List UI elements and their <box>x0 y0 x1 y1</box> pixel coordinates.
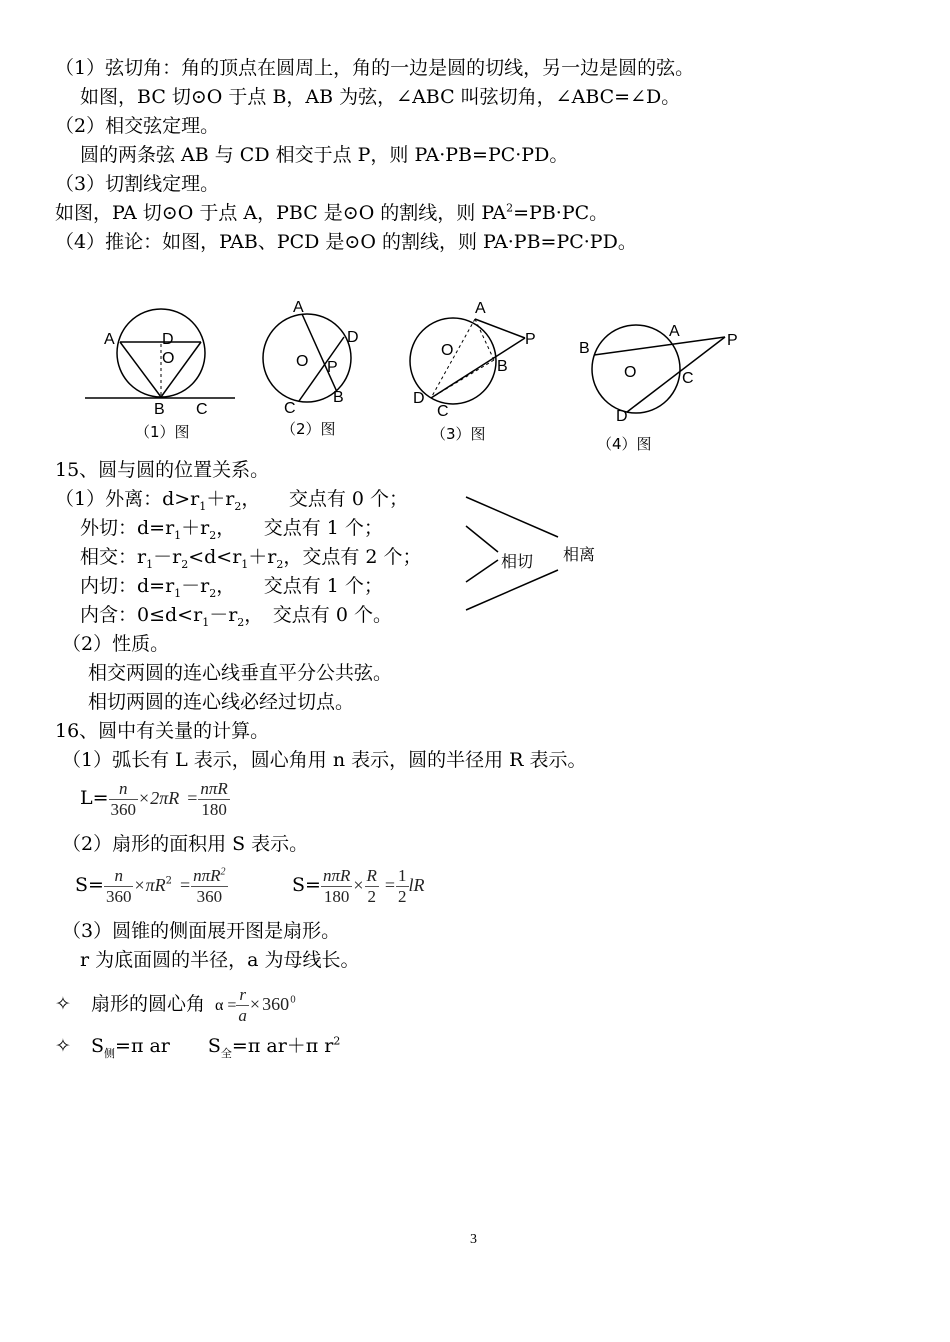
bullet-central-angle <box>55 982 296 1028</box>
fig3-caption: （3）图 <box>431 425 486 443</box>
fig1-label-a: A <box>104 331 115 348</box>
fig3-dashed-bd <box>431 360 494 398</box>
r3-label: 相交：r <box>80 546 147 568</box>
num: nπR <box>322 865 351 885</box>
bullet-cone-area <box>55 1034 340 1058</box>
den: 2 <box>367 886 376 906</box>
fig1-chord-ab <box>120 342 161 397</box>
fig3-label-b: B <box>497 358 508 375</box>
fig3-label-c: C <box>437 403 449 420</box>
bracket-inner-bottom <box>466 560 498 582</box>
fig2-label-a: A <box>293 299 304 316</box>
sup-2: 2 <box>165 875 172 887</box>
bullet-icon: ✧ <box>55 993 71 1015</box>
den: 360 <box>110 799 137 819</box>
num: r <box>236 985 249 1006</box>
frac-npiR2-360 <box>191 866 227 907</box>
sec14-p3: （3）切割线定理。 <box>55 173 220 195</box>
term-lR: lR <box>408 875 425 895</box>
num: 1 <box>398 865 407 885</box>
figure-3 <box>405 295 555 450</box>
frac-R-2 <box>365 866 379 907</box>
num-sup: 2 <box>220 865 226 877</box>
fig4-label-d: D <box>616 408 628 425</box>
sec15-prop2: 相切两圆的连心线必经过切点。 <box>88 691 355 713</box>
r3-rest: ＋r <box>248 546 277 568</box>
op-eq: = <box>187 788 198 808</box>
fig3-label-p: P <box>525 331 536 348</box>
r3-sub3: 1 <box>241 557 249 571</box>
figure-1 <box>80 300 250 450</box>
fig3-label-o: O <box>441 342 454 359</box>
den: 180 <box>201 799 227 819</box>
num: R <box>366 865 377 885</box>
r5-label: 内含：0≤d<r <box>80 604 203 626</box>
frac-r-a <box>236 985 249 1026</box>
label-tangent: 相切 <box>501 552 534 571</box>
sector-area-formula-2 <box>292 862 425 908</box>
sec15-title: 15、圆与圆的位置关系。 <box>55 459 270 481</box>
r5-rest: －r <box>209 604 238 626</box>
fig4-caption: （4）图 <box>597 435 652 453</box>
sec14-p1b: 如图，BC 切⊙O 于点 B，AB 为弦，∠ABC 叫弦切角，∠ABC=∠D。 <box>80 86 681 108</box>
fig1-label-b: B <box>154 401 165 418</box>
label-separate: 相离 <box>563 545 596 564</box>
op-times: × <box>139 788 150 808</box>
fig3-tangent-pa <box>475 319 525 338</box>
r1-tail: ， 交点有 0 个； <box>241 488 409 510</box>
fig2-label-c: C <box>284 400 296 417</box>
fig4-label-a: A <box>669 323 680 340</box>
r3-sub1: 1 <box>146 557 154 571</box>
fig2-caption: （2）图 <box>281 420 336 438</box>
sec15-row-external-separation <box>55 487 408 511</box>
r3-mid: －r <box>153 546 182 568</box>
sec15-prop-title: （2）性质。 <box>62 633 170 655</box>
r5-sub2: 2 <box>237 615 245 629</box>
frac-npiR-180-b <box>321 866 352 907</box>
frac-npiR-180 <box>198 779 229 820</box>
b2-eq1: =π ar <box>115 1035 170 1057</box>
bracket-line-bottom <box>466 570 558 610</box>
term-piR: πR <box>145 875 166 895</box>
op-times: × <box>353 875 364 895</box>
sec14-p3b-pre: 如图，PA 切⊙O 于点 A，PBC 是⊙O 的割线，则 PA <box>55 202 507 224</box>
r3-sub2: 2 <box>181 557 189 571</box>
r2-sub2: 2 <box>209 528 217 542</box>
sec15-row-contained <box>80 603 392 627</box>
figure-4 <box>575 315 755 460</box>
b2-sub2: 全 <box>220 1046 232 1060</box>
term-2piR: 2πR <box>150 788 180 808</box>
figure-2 <box>255 290 375 445</box>
op-times: × <box>249 994 261 1014</box>
op-eq: = <box>179 875 191 895</box>
num <box>191 866 227 887</box>
fig2-label-o: O <box>296 353 309 370</box>
relation-bracket-diagram <box>460 490 620 620</box>
sec14-p2b: 圆的两条弦 AB 与 CD 相交于点 P，则 PA·PB=PC·PD。 <box>80 144 569 166</box>
fig4-label-o: O <box>624 364 637 381</box>
fig1-label-c: C <box>196 401 208 418</box>
b1-alpha: α = <box>215 997 237 1014</box>
fig1-caption: （1）图 <box>135 423 190 441</box>
r3-sub4: 2 <box>276 557 284 571</box>
r4-label: 内切：d=r <box>80 575 175 597</box>
frac-n-360-b <box>104 866 134 907</box>
den: 360 <box>196 886 223 906</box>
fig1-label-d: D <box>162 331 174 348</box>
sec14-p3b-sup: 2 <box>506 201 514 215</box>
S-label-2: S= <box>292 874 321 896</box>
S-label-1: S= <box>75 874 104 896</box>
sec15-row-external-tangent <box>80 516 383 540</box>
r2-rest: ＋r <box>181 517 210 539</box>
frac-n-360 <box>109 779 139 820</box>
bullet-icon: ✧ <box>55 1035 71 1057</box>
sec16-title: 16、圆中有关量的计算。 <box>55 720 270 742</box>
den: 180 <box>323 886 350 906</box>
sec14-p4: （4）推论：如图，PAB、PCD 是⊙O 的割线，则 PA·PB=PC·PD。 <box>55 231 637 253</box>
fig1-label-o: O <box>162 350 175 367</box>
sec14-p3b <box>55 201 608 225</box>
b2-sub1: 侧 <box>104 1046 116 1060</box>
fig4-label-p: P <box>727 332 738 349</box>
r4-sub1: 1 <box>174 586 182 600</box>
r2-tail: ， 交点有 1 个； <box>216 517 383 539</box>
sec14-p2: （2）相交弦定理。 <box>55 115 220 137</box>
sec15-row-intersect <box>80 545 422 569</box>
sec15-row-internal-tangent <box>80 574 383 598</box>
num-text: nπR <box>193 865 221 885</box>
r3-mid2: <d<r <box>188 546 242 568</box>
sec14-p1: （1）弦切角：角的顶点在圆周上，角的一边是圆的切线，另一边是圆的弦。 <box>55 57 695 79</box>
frac-1-2 <box>396 866 409 907</box>
sec16-p2: （2）扇形的面积用 S 表示。 <box>62 833 309 855</box>
r2-sub1: 1 <box>174 528 182 542</box>
den: 360 <box>105 886 132 906</box>
b2-eq2: =π ar＋π r <box>231 1035 334 1057</box>
sec16-p3: （3）圆锥的侧面展开图是扇形。 <box>62 920 341 942</box>
r1-label: （1）外离：d>r <box>55 488 200 510</box>
op-eq: = <box>384 875 396 895</box>
sec14-p3b-post: =PB·PC。 <box>513 202 609 224</box>
r4-rest: －r <box>181 575 210 597</box>
r4-sub2: 2 <box>209 586 217 600</box>
arc-length-formula <box>80 776 230 820</box>
b1-text: 扇形的圆心角 <box>91 993 206 1015</box>
r5-tail: ， 交点有 0 个。 <box>244 604 392 626</box>
r5-sub1: 1 <box>202 615 210 629</box>
r3-tail: ，交点有 2 个； <box>283 546 422 568</box>
L-label: L= <box>80 787 109 809</box>
fig2-label-b: B <box>333 389 344 406</box>
deg-sup: 0 <box>290 995 296 1006</box>
r1-sub1: 1 <box>199 499 207 513</box>
sec16-p3b: r 为底面圆的半径，a 为母线长。 <box>80 949 360 971</box>
b2-s2: S <box>207 1035 221 1057</box>
r1-sub2: 2 <box>234 499 242 513</box>
den: a <box>238 1005 247 1025</box>
op-times: × <box>134 875 145 895</box>
b2-s1: S <box>91 1035 105 1057</box>
r4-tail: ， 交点有 1 个； <box>216 575 383 597</box>
bracket-line-top <box>466 497 558 537</box>
page-number: 3 <box>470 1232 477 1247</box>
sector-area-formula-1 <box>75 862 228 908</box>
r2-label: 外切：d=r <box>80 517 175 539</box>
fig3-label-a: A <box>475 300 486 317</box>
num: nπR <box>200 778 228 798</box>
fig2-label-p: P <box>327 359 338 376</box>
den: 2 <box>398 886 407 906</box>
num: n <box>104 866 134 887</box>
deg-360: 360 <box>262 994 290 1014</box>
sec16-p1: （1）弧长有 L 表示，圆心角用 n 表示，圆的半径用 R 表示。 <box>62 749 587 771</box>
fig4-label-b: B <box>579 340 590 357</box>
r1-rest: ＋r <box>206 488 235 510</box>
sec15-prop1: 相交两圆的连心线垂直平分公共弦。 <box>88 662 393 684</box>
fig2-label-d: D <box>347 329 359 346</box>
fig4-label-c: C <box>682 370 694 387</box>
bracket-inner-top <box>466 526 498 552</box>
num: n <box>109 779 139 800</box>
b2-sup: 2 <box>333 1034 341 1048</box>
fig3-label-d: D <box>413 390 425 407</box>
